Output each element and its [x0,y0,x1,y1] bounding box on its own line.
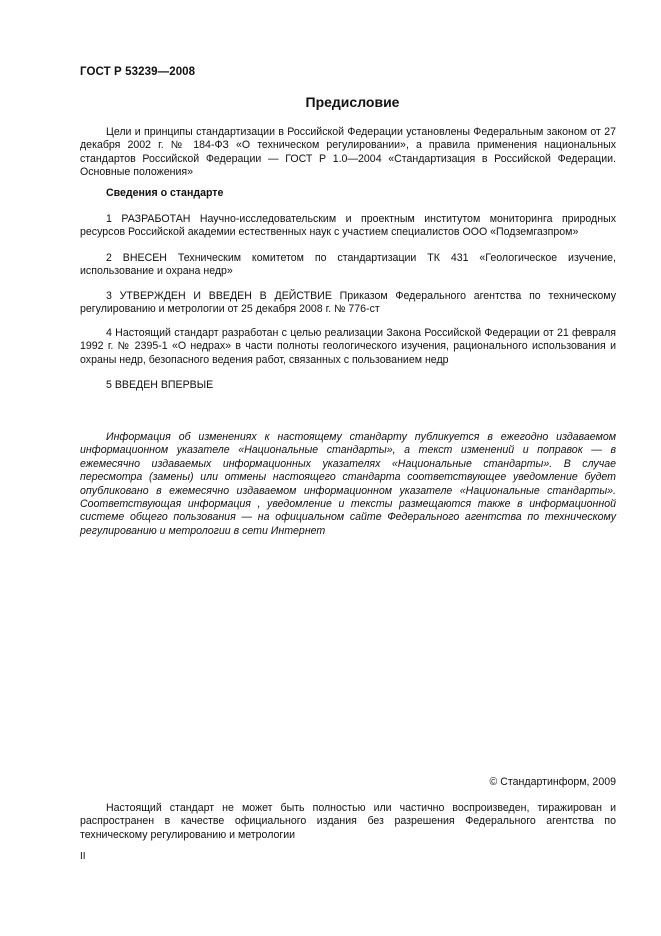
page-title: Предисловие [305,94,400,110]
standard-info-item-1: 1 РАЗРАБОТАН Научно-исследовательским и проектным институтом мониторинга природных ресурсов Российской академии естественных наук с участием специалистов ООО «Подземгазпром» [80,213,616,239]
reproduction-notice: Настоящий стандарт не может быть полностью или частично воспроизведен, тиражирован и распространен в качестве официального издания без разрешения Федерального агентства по техническому регулированию и метрологии [80,802,616,841]
standard-info-item-3: 3 УТВЕРЖДЕН И ВВЕДЕН В ДЕЙСТВИЕ Приказом Федерального агентства по техническому регулированию и метрологии от 25 декабря 2008 г. № 776-ст [80,290,616,316]
standard-info-item-5: 5 ВВЕДЕН ВПЕРВЫЕ [106,379,214,391]
intro-paragraph: Цели и принципы стандартизации в Российской Федерации установлены Федеральным законом от 27 декабря 2002 г. № 184-ФЗ «О техническом регулировании», а правила применения национальных стандартов Российской Федерации — ГОСТ Р 1.0—2004 «Стандартизация в Российской Федерации. Основные положения» [80,126,616,179]
page-number: II [80,851,86,862]
document-number-header: ГОСТ Р 53239—2008 [80,66,196,78]
standard-info-item-4: 4 Настоящий стандарт разработан с целью реализации Закона Российской Федерации от 21 февраля 1992 г. № 2395-1 «О недрах» в части полноты геологического изучения, рационального использования и охраны недр, безопасного ведения работ, связанных с пользованием недр [80,327,616,366]
copyright-line: © Стандартинформ, 2009 [489,776,616,788]
amendments-notice: Информация об изменениях к настоящему стандарту публикуется в ежегодно издаваемом информационном указателе «Национальные стандарты», а текст изменений и поправок — в ежемесячно издаваемых информационных указателях «Национальные стандарты». В случае пересмотра (замены) или отмены настоящего стандарта соответствующее уведомление будет опубликовано в ежемесячно издаваемом информационном указателе «Национальные стандарты». Соответствующая информация , уведомление и тексты размещаются также в информационной системе общего пользования — на официальном сайте Федерального агентства по техническому регулированию и метрологии в сети Интернет [80,431,616,537]
section-heading: Сведения о стандарте [106,187,224,199]
standard-info-item-2: 2 ВНЕСЕН Техническим комитетом по стандартизации ТК 431 «Геологическое изучение, использование и охрана недр» [80,252,616,278]
